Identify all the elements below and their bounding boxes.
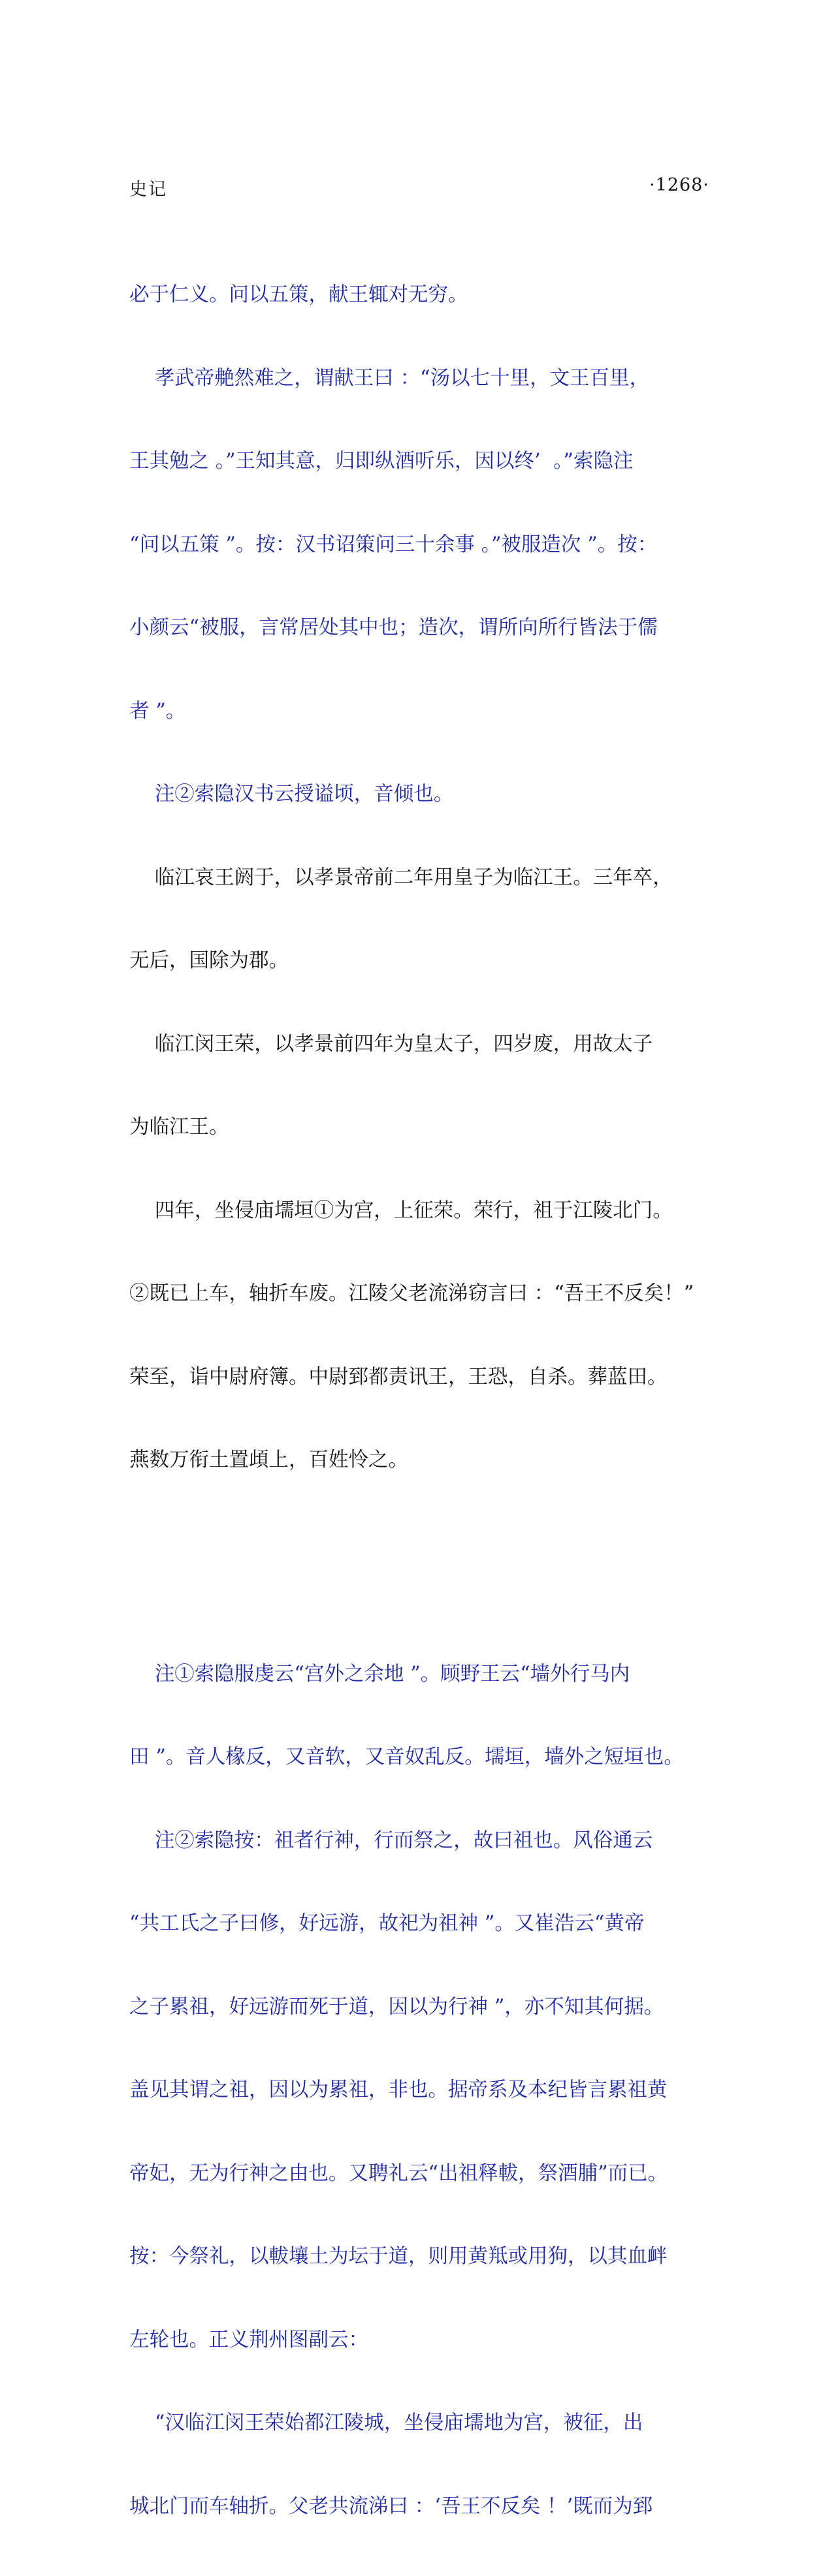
text-line: 小颜云“被服，言常居处其中也；造次，谓所向所行皆法于儒 (129, 616, 658, 639)
text-line: 临江哀王阏于，以孝景帝前二年用皇子为临江王。三年卒， (129, 866, 673, 889)
text-line: 燕数万衔土置頉上，百姓怜之。 (129, 1449, 408, 1471)
note-line: 盖见其谓之祖，因以为累祖，非也。据帝系及本纪皆言累祖黄 (129, 2079, 668, 2101)
note-line: 田 ”。音人椽反，又音软，又音奴乱反。壖垣，墙外之短垣也。 (129, 1746, 684, 1768)
note-line: 注②索隐按：祖者行神，行而祭之，故曰祖也。风俗通云 (129, 1829, 653, 1852)
text-line: 注②索隐汉书云授谥顷，音倾也。 (129, 783, 454, 806)
text-line: 无后，国除为郡。 (129, 949, 289, 972)
note-line: 城北门而车轴折。父老共流涕曰 ：‘吾王不反矣 ！’既而为郅 (129, 2494, 653, 2518)
paragraph-gap (129, 1558, 717, 1577)
note-line: 按：今祭礼，以軷壤土为坛于道，则用黄羝或用狗，以其血衅 (129, 2245, 668, 2268)
text-line: “问以五策 ”。按：汉书诏策问三十余事 。”被服造次 ”。按： (129, 533, 658, 556)
page-header (129, 175, 709, 201)
text-line: 荣至，诣中尉府簿。中尉郅都责讯王，王恐，自杀。葬蓝田。 (129, 1365, 668, 1389)
text-line: 临江闵王荣，以孝景前四年为皇太子，四岁废，用故太子 (129, 1032, 653, 1056)
text-line: 必于仁义。问以五策，献王辄对无穷。 (129, 283, 468, 306)
text-line: 四年，坐侵庙壖垣①为宫，上征荣。荣行，祖于江陵北门。 (129, 1199, 673, 1222)
note-line: 注①索隐服虔云“宫外之余地 ”。顾野王云“墙外行马内 (129, 1662, 630, 1686)
note-line: 左轮也。正义荆州图副云： (129, 2328, 368, 2351)
note-line: 帝妃，无为行神之由也。又聘礼云“出祖释軷，祭酒脯”而已。 (129, 2161, 668, 2185)
text-line: 孝武帝艴然难之，谓献王曰 ：“汤以七十里，文王百里， (129, 366, 650, 390)
text-line: 者 ”。 (129, 699, 186, 723)
body-text (129, 226, 717, 2576)
note-line: “共工氏之子曰修，好远游，故祀为祖神 ”。又崔浩云“黄帝 (129, 1912, 645, 1935)
text-line: 为临江王。 (129, 1116, 229, 1139)
book-title: 史记 (129, 180, 167, 200)
text-line: ②既已上车，轴折车废。江陵父老流涕窃言曰 ：“吾王不反矣！” (129, 1282, 694, 1305)
note-line: 之子累祖，好远游而死于道，因以为行神 ”，亦不知其何据。 (129, 1995, 664, 2018)
page-number: ·1268· (649, 175, 709, 195)
note-line: “汉临江闵王荣始都江陵城，坐侵庙壖地为宫，被征，出 (129, 2411, 643, 2434)
text-line: 王其勉之 。”王知其意，归即纵酒听乐，因以终’ 。”索隐注 (129, 450, 634, 473)
